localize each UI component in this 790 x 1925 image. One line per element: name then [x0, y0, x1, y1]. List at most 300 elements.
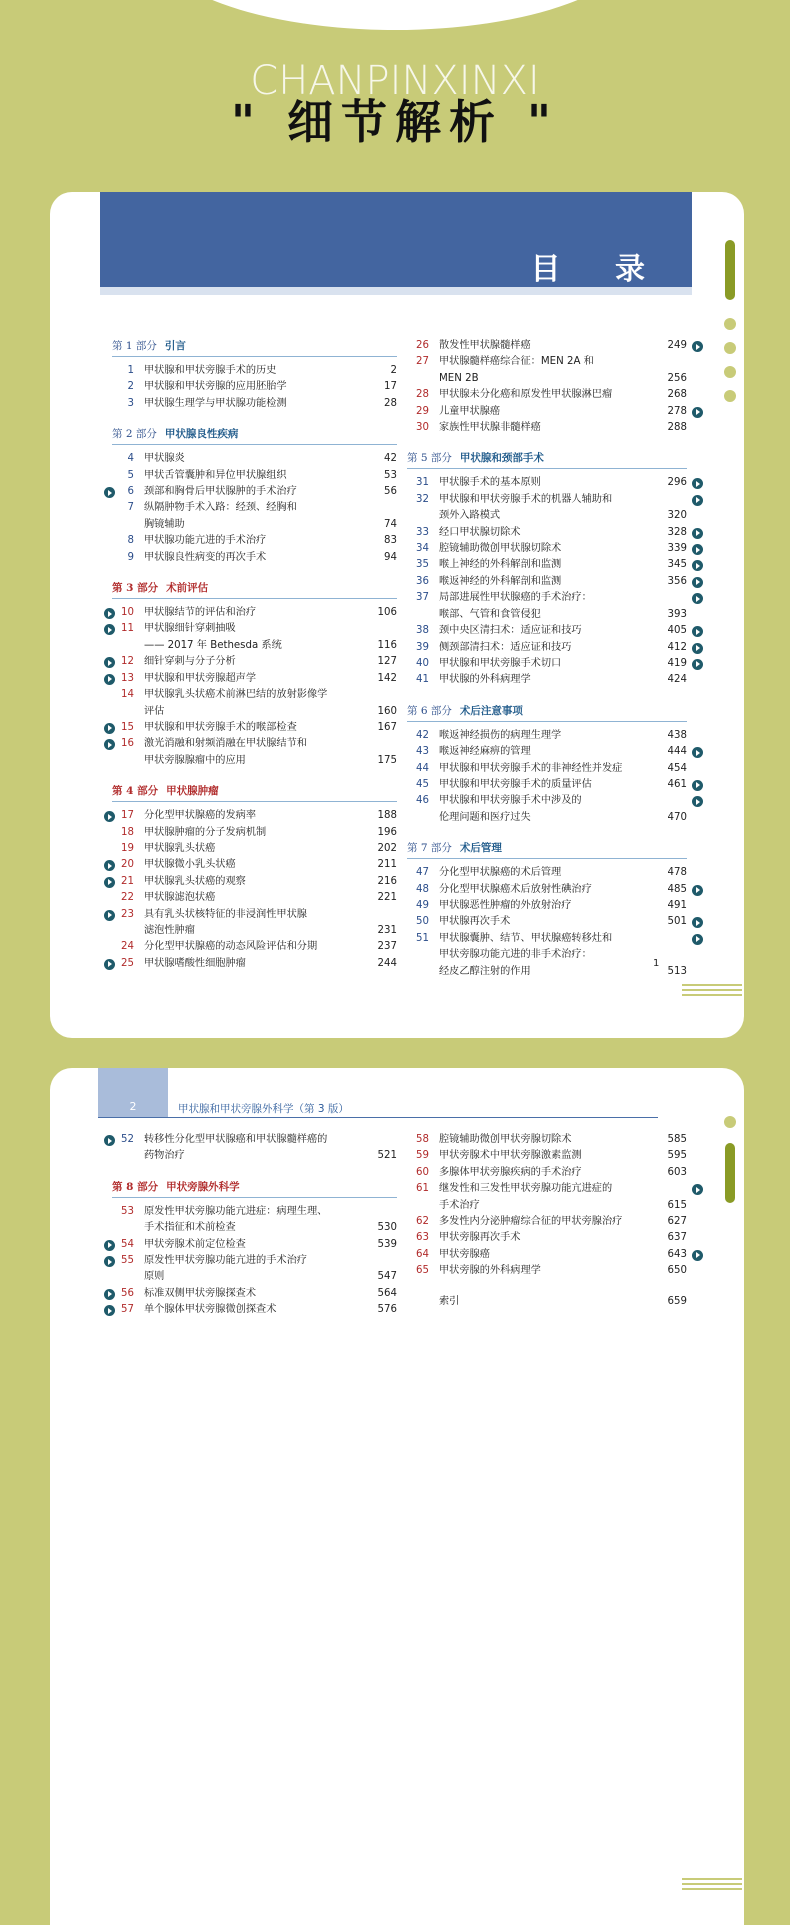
video-play-icon[interactable]: [104, 1256, 115, 1267]
chapter-number: 19: [121, 842, 134, 854]
chapter-page: 585: [667, 1134, 687, 1145]
chapter-title: 甲状腺未分化癌和原发性甲状腺淋巴瘤: [439, 389, 613, 401]
chapter-title: 甲状腺肿瘤的分子发病机制: [144, 826, 267, 838]
toc-entry[interactable]: [112, 550, 397, 566]
chapter-title: 甲状旁腺术前定位检查: [144, 1238, 246, 1250]
running-header-line: [98, 1117, 658, 1118]
chapter-page: 521: [377, 1150, 397, 1162]
video-play-icon[interactable]: [692, 1184, 703, 1195]
chapter-title: 甲状腺髓样癌综合征：MEN 2A 和 MEN 2B: [439, 356, 594, 384]
chapter-page: 328: [667, 526, 687, 538]
chapter-title: 甲状腺手术的基本原则: [439, 477, 541, 489]
toc-entry[interactable]: [112, 1132, 397, 1165]
chapter-page: 42: [384, 453, 397, 465]
chapter-title: 喉返神经的外科解剖和监测: [439, 575, 562, 587]
chapter-page: 513: [667, 965, 687, 977]
chapter-number: 21: [121, 875, 134, 887]
chapter-page: 237: [377, 941, 397, 953]
toc-entry[interactable]: [407, 728, 687, 744]
toc-entry[interactable]: [407, 475, 687, 491]
chapter-page: 438: [667, 729, 687, 741]
video-play-icon[interactable]: [692, 917, 703, 928]
toc-entry[interactable]: [407, 574, 687, 590]
toc-entry[interactable]: [112, 808, 397, 824]
section-number: 第 5 部分: [407, 452, 452, 465]
toc-entry[interactable]: [112, 825, 397, 841]
chapter-title: 甲状腺和甲状旁腺手术的喉部检查: [144, 721, 297, 733]
toc-entry[interactable]: [407, 1263, 687, 1279]
toc-entry[interactable]: [112, 451, 397, 467]
toc-title: 目 录: [530, 252, 667, 287]
chapter-number: 38: [416, 625, 429, 637]
chapter-page: 296: [667, 477, 687, 489]
slide-dot: [724, 1116, 736, 1128]
toc-entry[interactable]: [112, 484, 397, 500]
chapter-page: 627: [667, 1216, 687, 1228]
chapter-number: 31: [416, 477, 429, 489]
chapter-number: 27: [416, 356, 429, 368]
chapter-title: 甲状腺恶性肿瘤的外放射治疗: [439, 899, 572, 911]
toc-entry[interactable]: [112, 1253, 397, 1286]
chapter-number: 43: [416, 746, 429, 758]
chapter-number: 54: [121, 1238, 134, 1250]
chapter-number: 50: [416, 916, 429, 928]
scroll-bar-indicator: [725, 1143, 735, 1203]
chapter-title: 甲状腺和甲状旁腺手术的历史: [144, 365, 277, 376]
toc-entry[interactable]: [407, 1230, 687, 1246]
chapter-title: 喉返神经损伤的病理生理学: [439, 729, 562, 741]
video-play-icon[interactable]: [692, 495, 703, 506]
chapter-title: 甲状腺细针穿刺抽吸 —— 2017 年 Bethesda 系统: [144, 623, 282, 651]
chapter-title: 侧颈部清扫术：适应证和技巧: [439, 641, 572, 653]
toc-banner: [100, 192, 692, 287]
chapter-page: 231: [377, 924, 397, 936]
video-play-icon[interactable]: [104, 487, 115, 498]
section-gap: [112, 412, 397, 426]
chapter-number: 51: [416, 932, 429, 944]
chapter-number: 57: [121, 1304, 134, 1316]
toc-entry[interactable]: [112, 736, 397, 769]
toc-entry[interactable]: [407, 525, 687, 541]
chapter-page: 216: [377, 875, 397, 887]
chapter-title: 甲状腺和甲状旁腺超声学: [144, 672, 257, 684]
video-play-icon[interactable]: [692, 934, 703, 945]
chapter-title: 甲状腺良性病变的再次手术: [144, 551, 267, 563]
toc-entry[interactable]: [407, 898, 687, 914]
toc-entry[interactable]: [407, 1247, 687, 1263]
chapter-number: 29: [416, 405, 429, 417]
toc-entry[interactable]: [112, 468, 397, 484]
chapter-page: 211: [377, 859, 397, 871]
chapter-page: 595: [667, 1150, 687, 1162]
slide-dot: [724, 318, 736, 330]
chapter-title: 转移性分化型甲状腺癌和甲状腺髓样癌的 药物治疗: [144, 1134, 328, 1162]
chapter-title: 甲状旁腺术中甲状旁腺激素监测: [439, 1150, 582, 1162]
toc-entry[interactable]: [407, 354, 687, 387]
chapter-title: 甲状腺炎: [144, 453, 185, 465]
toc-left-column: [112, 1132, 397, 1319]
chapter-page: 320: [667, 510, 687, 522]
chapter-title: 甲状腺滤泡状癌: [144, 892, 216, 904]
toc-entry[interactable]: [112, 1286, 397, 1302]
chapter-title: 喉返神经麻痹的管理: [439, 746, 531, 758]
chapter-number: 6: [127, 486, 134, 498]
section-gap: [407, 436, 687, 450]
chapter-number: 41: [416, 674, 429, 686]
toc-entry[interactable]: [112, 939, 397, 955]
toc-entry[interactable]: [407, 1294, 687, 1310]
video-play-icon[interactable]: [692, 643, 703, 654]
toc-entry[interactable]: [407, 492, 687, 525]
chapter-number: 22: [121, 892, 134, 904]
section-number: 第 1 部分: [112, 340, 157, 352]
toc-right-column: [407, 1132, 687, 1310]
toc-entry[interactable]: [112, 687, 397, 720]
chapter-title: 分化型甲状腺癌的动态风险评估和分期: [144, 941, 318, 953]
chapter-page: 412: [667, 641, 687, 653]
section-number: 第 7 部分: [407, 842, 452, 855]
video-play-icon[interactable]: [104, 910, 115, 921]
section-gap: [407, 1280, 687, 1294]
chapter-number: 30: [416, 422, 429, 434]
chapter-page: 256: [667, 372, 687, 384]
chapter-title: 细针穿刺与分子分析: [144, 656, 236, 668]
chapter-number: 56: [121, 1287, 134, 1299]
chapter-page: 576: [377, 1304, 397, 1316]
toc-entry[interactable]: [112, 874, 397, 890]
toc-entry[interactable]: [407, 387, 687, 403]
chapter-number: 32: [416, 493, 429, 505]
section-heading: [112, 783, 397, 802]
chapter-page: 603: [667, 1166, 687, 1178]
toc-entry[interactable]: [112, 533, 397, 549]
section-gap: [112, 1165, 397, 1179]
chapter-number: 33: [416, 526, 429, 538]
toc-entry[interactable]: [407, 420, 687, 436]
chapter-page: 564: [377, 1287, 397, 1299]
toc-entry[interactable]: [407, 914, 687, 930]
chapter-page: 202: [377, 842, 397, 854]
chapter-page: 83: [384, 535, 397, 547]
toc-entry[interactable]: [407, 557, 687, 573]
chapter-page: 650: [667, 1265, 687, 1277]
chapter-page: 160: [377, 705, 397, 717]
top-arc-decoration: [150, 0, 640, 30]
banner-underline: [100, 287, 692, 295]
toc-entry[interactable]: [112, 1237, 397, 1253]
video-play-icon[interactable]: [692, 593, 703, 604]
section-title: 甲状腺肿瘤: [166, 785, 219, 798]
video-play-icon[interactable]: [692, 626, 703, 637]
toc-entry[interactable]: [407, 777, 687, 793]
video-play-icon[interactable]: [692, 796, 703, 807]
chapter-title: 具有乳头状核特征的非浸润性甲状腺 滤泡性肿瘤: [144, 908, 307, 936]
toc-entry[interactable]: [407, 672, 687, 688]
chapter-title: 甲状腺再次手术: [439, 916, 511, 928]
chapter-page: 643: [667, 1248, 687, 1260]
section-number: 第 6 部分: [407, 704, 452, 717]
section-gap: [407, 689, 687, 703]
chapter-number: 16: [121, 738, 134, 750]
chapter-page: 530: [377, 1222, 397, 1234]
chapter-page: 478: [667, 867, 687, 879]
chapter-number: 60: [416, 1166, 429, 1178]
toc-entry[interactable]: [407, 1181, 687, 1214]
toc-entry[interactable]: [112, 363, 397, 379]
chapter-page: 17: [384, 381, 397, 393]
video-play-icon[interactable]: [692, 544, 703, 555]
video-play-icon[interactable]: [104, 608, 115, 619]
chapter-title: 腔镜辅助微创甲状旁腺切除术: [439, 1134, 572, 1145]
chapter-number: 65: [416, 1265, 429, 1277]
toc-entry[interactable]: [407, 1132, 687, 1148]
video-play-icon[interactable]: [692, 341, 703, 352]
chapter-title: 甲状旁腺再次手术: [439, 1232, 521, 1244]
chapter-number: 23: [121, 908, 134, 920]
toc-page-2: [50, 1068, 744, 1925]
chapter-page: 659: [667, 1295, 687, 1307]
toc-entry[interactable]: [407, 793, 687, 826]
chapter-title: 甲状腺生理学与甲状腺功能检测: [144, 397, 287, 409]
chapter-title: 颈部和胸骨后甲状腺肿的手术治疗: [144, 486, 297, 498]
slide-dot: [724, 366, 736, 378]
chapter-page: 424: [667, 674, 687, 686]
chapter-title: 甲状腺乳头状癌的观察: [144, 875, 246, 887]
toc-entry[interactable]: [112, 956, 397, 972]
chapter-number: 63: [416, 1232, 429, 1244]
section-heading: [407, 703, 687, 722]
toc-entry[interactable]: [112, 605, 397, 621]
section-title: 甲状腺和颈部手术: [459, 452, 544, 465]
chapter-page: 56: [384, 486, 397, 498]
chapter-number: 55: [121, 1255, 134, 1267]
toc-entry[interactable]: [407, 338, 687, 354]
chapter-title: 家族性甲状腺非髓样癌: [439, 422, 541, 434]
chapter-number: 13: [121, 672, 134, 684]
toc-entry[interactable]: [407, 744, 687, 760]
chapter-page: 615: [667, 1199, 687, 1211]
chapter-page: 470: [667, 811, 687, 823]
running-title: 甲状腺和甲状旁腺外科学（第 3 版）: [178, 1103, 349, 1115]
video-play-icon[interactable]: [692, 560, 703, 571]
video-play-icon[interactable]: [692, 407, 703, 418]
video-play-icon[interactable]: [104, 877, 115, 888]
chapter-page: 485: [667, 883, 687, 895]
chapter-number: 48: [416, 883, 429, 895]
section-gap: [112, 769, 397, 783]
chapter-title: 分化型甲状腺癌的术后管理: [439, 867, 562, 879]
chapter-number: 45: [416, 778, 429, 790]
chapter-page: 278: [667, 405, 687, 417]
toc-entry[interactable]: [407, 640, 687, 656]
chapter-title: 甲状腺功能亢进的手术治疗: [144, 535, 267, 547]
video-play-icon[interactable]: [104, 723, 115, 734]
toc-entry[interactable]: [407, 931, 687, 980]
toc-entry[interactable]: [407, 541, 687, 557]
chapter-title: 甲状腺囊肿、结节、甲状腺癌转移灶和 甲状旁腺功能亢进的非手术治疗： 经皮乙醇注射的作用: [439, 932, 613, 977]
toc-entry[interactable]: [407, 1165, 687, 1181]
header-pinyin: CHANPINXINXI: [250, 58, 540, 104]
video-play-icon[interactable]: [104, 1289, 115, 1300]
chapter-title: 甲状腺乳头状癌: [144, 842, 216, 854]
chapter-number: 18: [121, 826, 134, 838]
video-play-icon[interactable]: [104, 674, 115, 685]
toc-entry[interactable]: [112, 654, 397, 670]
chapter-page: 106: [377, 607, 397, 619]
toc-entry[interactable]: [112, 621, 397, 654]
chapter-number: 20: [121, 859, 134, 871]
toc-entry[interactable]: [407, 1214, 687, 1230]
toc-entry[interactable]: [112, 1302, 397, 1318]
chapter-page: 345: [667, 559, 687, 571]
chapter-number: 62: [416, 1216, 429, 1228]
toc-entry[interactable]: [407, 882, 687, 898]
chapter-title: 散发性甲状腺髓样癌: [439, 340, 531, 351]
chapter-number: 40: [416, 657, 429, 669]
toc-entry[interactable]: [407, 1148, 687, 1164]
toc-entry[interactable]: [112, 857, 397, 873]
video-play-icon[interactable]: [692, 659, 703, 670]
chapter-number: 5: [127, 469, 134, 481]
chapter-page: 444: [667, 746, 687, 758]
chapter-title: 甲状旁腺癌: [439, 1248, 490, 1260]
chapter-number: 39: [416, 641, 429, 653]
chapter-number: 2: [127, 381, 134, 393]
toc-entry[interactable]: [112, 907, 397, 940]
video-play-icon[interactable]: [104, 1135, 115, 1146]
toc-entry[interactable]: [407, 656, 687, 672]
video-play-icon[interactable]: [692, 577, 703, 588]
section-heading: [112, 580, 397, 599]
chapter-number: 15: [121, 721, 134, 733]
section-title: 甲状旁腺外科学: [166, 1180, 240, 1193]
toc-entry[interactable]: [407, 623, 687, 639]
chapter-number: 4: [127, 453, 134, 465]
chapter-page: 491: [667, 899, 687, 911]
chapter-page: 356: [667, 575, 687, 587]
chapter-title: 激光消融和射频消融在甲状腺结节和 甲状旁腺腺瘤中的应用: [144, 738, 307, 766]
video-play-icon[interactable]: [692, 528, 703, 539]
chapter-title: 儿童甲状腺癌: [439, 405, 501, 417]
chapter-number: 34: [416, 543, 429, 555]
chapter-title: 喉上神经的外科解剖和监测: [439, 559, 562, 571]
section-number: 第 2 部分: [112, 428, 157, 441]
chapter-number: 44: [416, 762, 429, 774]
chapter-number: 14: [121, 689, 134, 701]
chapter-title: 原发性甲状旁腺功能亢进症：病理生理、 手术指征和术前检查: [144, 1205, 328, 1234]
toc-left-column: [112, 338, 397, 972]
section-heading: [112, 338, 397, 357]
chapter-page: 547: [377, 1271, 397, 1283]
chapter-title: 甲状舌管囊肿和异位甲状腺组织: [144, 469, 287, 481]
chapter-number: 3: [127, 397, 134, 409]
chapter-title: 甲状腺乳头状癌术前淋巴结的放射影像学 评估: [144, 689, 328, 717]
slide-dot: [724, 342, 736, 354]
chapter-page: 2: [390, 365, 397, 376]
page-number: 1: [653, 958, 660, 969]
chapter-number: 58: [416, 1134, 429, 1145]
toc-entry[interactable]: [112, 720, 397, 736]
chapter-number: 12: [121, 656, 134, 668]
chapter-title: 甲状腺微小乳头状癌: [144, 859, 236, 871]
video-play-icon[interactable]: [692, 1250, 703, 1261]
chapter-page: 244: [377, 957, 397, 969]
chapter-page: 28: [384, 397, 397, 409]
chapter-page: 637: [667, 1232, 687, 1244]
chapter-page: 461: [667, 778, 687, 790]
chapter-title: 甲状旁腺的外科病理学: [439, 1265, 541, 1277]
stripe-decoration: [682, 1878, 742, 1896]
chapter-number: 17: [121, 810, 134, 822]
chapter-title: 甲状腺和甲状旁腺手术切口: [439, 657, 562, 669]
toc-entry[interactable]: [112, 500, 397, 533]
chapter-page: 53: [384, 469, 397, 481]
chapter-page: 196: [377, 826, 397, 838]
video-play-icon[interactable]: [692, 780, 703, 791]
chapter-number: 28: [416, 389, 429, 401]
chapter-number: 7: [127, 502, 134, 514]
video-play-icon[interactable]: [104, 959, 115, 970]
chapter-title: 继发性和三发性甲状旁腺功能亢进症的 手术治疗: [439, 1183, 613, 1211]
chapter-title: 甲状腺的外科病理学: [439, 674, 531, 686]
chapter-title: 原发性甲状旁腺功能亢进的手术治疗 原则: [144, 1255, 307, 1283]
stripe-decoration: [682, 984, 742, 1002]
video-play-icon[interactable]: [692, 885, 703, 896]
chapter-title: 经口甲状腺切除术: [439, 526, 521, 538]
toc-entry[interactable]: [112, 379, 397, 395]
video-play-icon[interactable]: [692, 478, 703, 489]
chapter-title: 分化型甲状腺癌的发病率: [144, 810, 257, 822]
chapter-title: 标准双侧甲状旁腺探查术: [144, 1287, 257, 1299]
toc-entry[interactable]: [407, 865, 687, 881]
section-heading: [407, 450, 687, 469]
chapter-page: 127: [377, 656, 397, 668]
chapter-page: 167: [377, 721, 397, 733]
toc-page-1: [50, 192, 744, 1038]
section-heading: [112, 1179, 397, 1198]
section-title: 术后注意事项: [459, 704, 523, 717]
chapter-title: 腔镜辅助微创甲状腺切除术: [439, 543, 562, 555]
toc-entry[interactable]: [407, 761, 687, 777]
chapter-page: 188: [377, 810, 397, 822]
chapter-title: 单个腺体甲状旁腺微创探查术: [144, 1304, 277, 1316]
section-gap: [407, 826, 687, 840]
chapter-page: 175: [377, 754, 397, 766]
chapter-number: 53: [121, 1205, 134, 1217]
toc-entry[interactable]: [112, 396, 397, 412]
chapter-title: 甲状腺和甲状旁腺手术的机器人辅助和 颈外入路模式: [439, 493, 613, 522]
chapter-number: 1: [127, 365, 134, 376]
toc-entry[interactable]: [112, 890, 397, 906]
chapter-title: 甲状腺和甲状旁腺的应用胚胎学: [144, 381, 287, 393]
chapter-number: 46: [416, 795, 429, 807]
section-title: 术后管理: [459, 842, 502, 855]
chapter-title: 甲状腺和甲状旁腺手术的质量评估: [439, 778, 592, 790]
chapter-page: 339: [667, 543, 687, 555]
toc-entry[interactable]: [112, 1204, 397, 1237]
chapter-page: 268: [667, 389, 687, 401]
toc-entry[interactable]: [407, 590, 687, 623]
chapter-number: 35: [416, 559, 429, 571]
chapter-title: 甲状腺结节的评估和治疗: [144, 607, 257, 619]
video-play-icon[interactable]: [692, 747, 703, 758]
toc-entry[interactable]: [112, 671, 397, 687]
toc-entry[interactable]: [407, 404, 687, 420]
chapter-number: 10: [121, 607, 134, 619]
chapter-number: 37: [416, 592, 429, 604]
toc-entry[interactable]: [112, 841, 397, 857]
video-play-icon[interactable]: [104, 1240, 115, 1251]
